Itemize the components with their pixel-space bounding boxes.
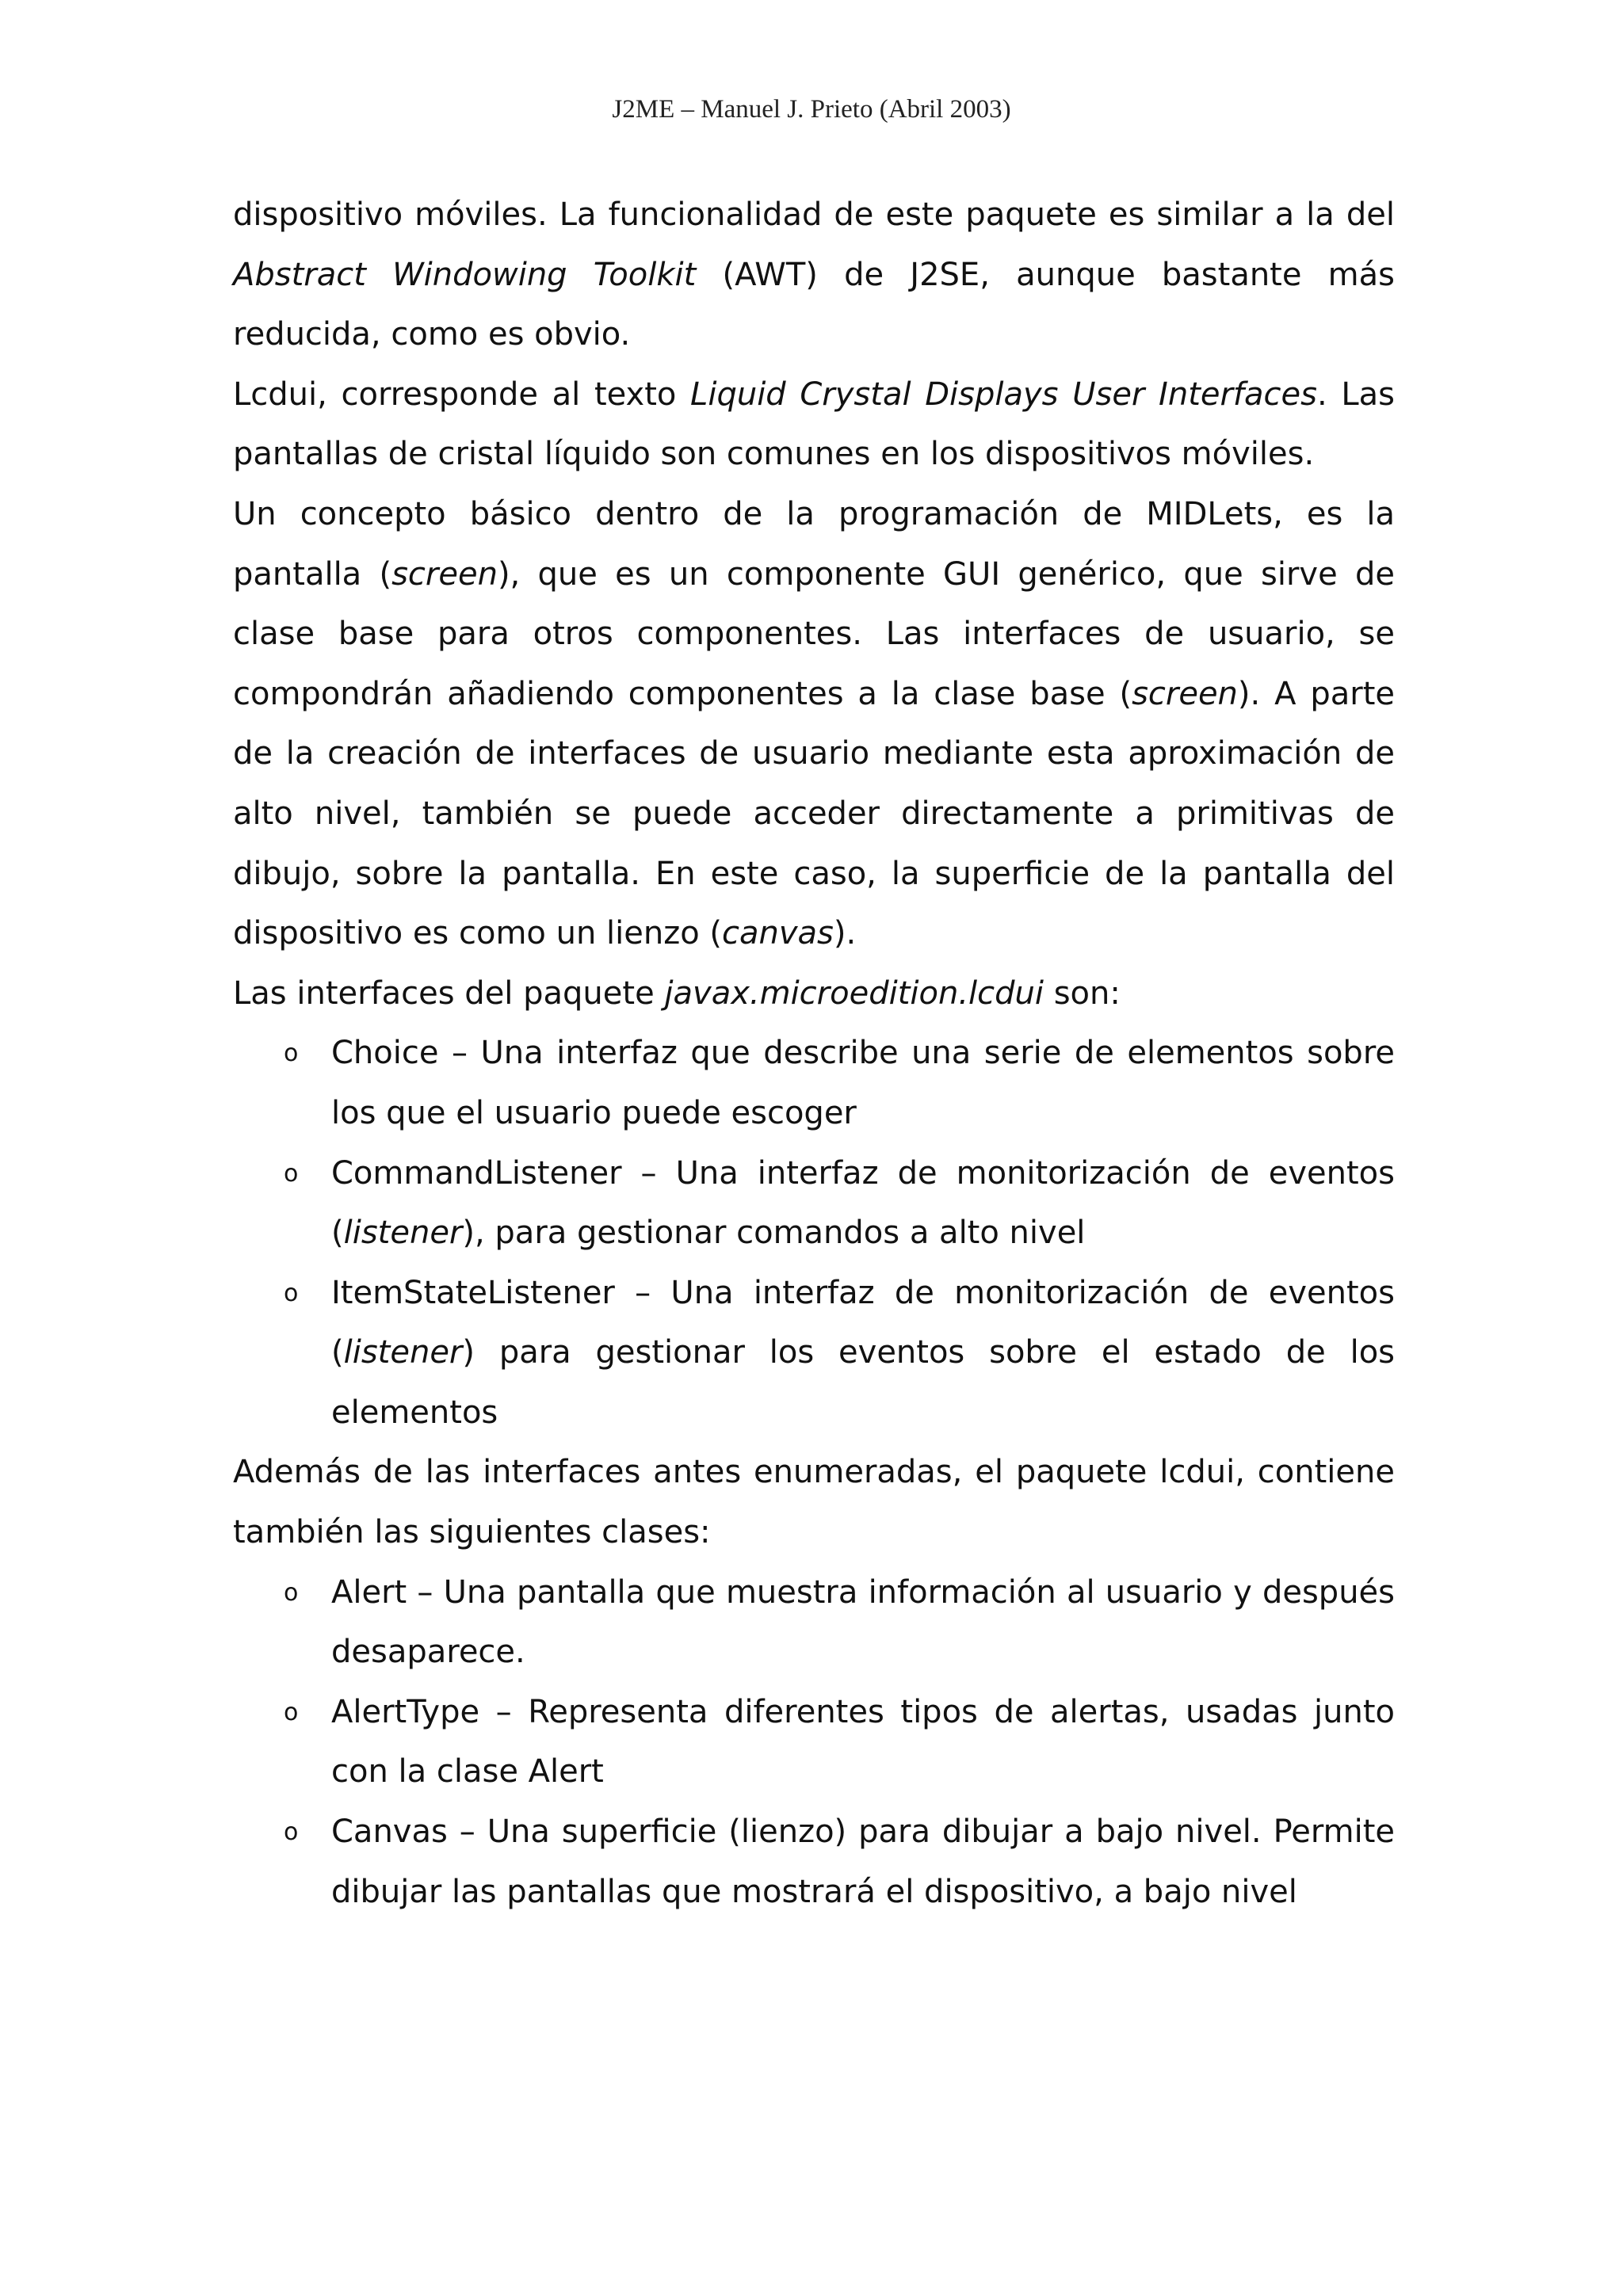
list-item-text-b: ), para gestionar comandos a alto nivel bbox=[462, 1215, 1086, 1252]
bullet-icon: o bbox=[284, 1818, 299, 1847]
lcdui-emphasis: Liquid Crystal Displays User Interfaces bbox=[690, 376, 1317, 413]
concept-emphasis-3: canvas bbox=[722, 915, 834, 952]
list-item-emphasis: listener bbox=[343, 1215, 463, 1252]
list-item-text-b: ) para gestionar los eventos sobre el estado de los elementos bbox=[331, 1334, 1395, 1431]
bullet-icon: o bbox=[284, 1698, 299, 1726]
list-item-text-a: ItemStateListener – Una interfaz de monitorización de eventos ( bbox=[331, 1274, 1395, 1371]
package-name: javax.microedition.lcdui bbox=[664, 974, 1044, 1012]
list-item-text: Canvas – Una superficie (lienzo) para dibujar a bajo nivel. Permite dibujar las pantallas que mostrará el dispositivo, a bajo nivel bbox=[331, 1814, 1395, 1910]
list-item-alerttype bbox=[233, 1683, 1395, 1802]
intro-text-2: (AWT) de J2SE, aunque bastante más reducida, como es obvio. bbox=[233, 256, 1395, 353]
list-item-text-a: CommandListener – Una interfaz de monitorización de eventos ( bbox=[331, 1154, 1395, 1252]
list-item-choice bbox=[233, 1024, 1395, 1143]
classes-list bbox=[233, 1563, 1395, 1923]
concept-emphasis-1: screen bbox=[391, 555, 498, 593]
concept-text-c: ). A parte de la creación de interfaces de usuario mediante esta aproximación de alto nivel, también se puede acceder directamente a primitivas de dibujo, sobre la pantalla. En este caso, la superficie de la pantalla del dispositivo es como un lienzo ( bbox=[233, 675, 1395, 952]
lcdui-text-1: Lcdui, corresponde al texto bbox=[233, 376, 691, 413]
concept-text-b: ), que es un componente GUI genérico, que sirve de clase base para otros componentes. Las interfaces de usuario, se compondrán añadiendo componentes a la clase base ( bbox=[233, 555, 1395, 712]
list-item-alert bbox=[233, 1563, 1395, 1683]
interfaces-intro-text-1: Las interfaces del paquete bbox=[233, 974, 665, 1012]
list-item-emphasis: listener bbox=[343, 1334, 463, 1371]
bullet-icon: o bbox=[284, 1039, 299, 1068]
interfaces-intro-text-2: son: bbox=[1044, 974, 1121, 1012]
list-item-text: AlertType – Representa diferentes tipos de alertas, usadas junto con la clase Alert bbox=[331, 1693, 1395, 1791]
list-item-text: Choice – Una interfaz que describe una serie de elementos sobre los que el usuario puede escoger bbox=[331, 1035, 1395, 1131]
list-item-text: Alert – Una pantalla que muestra información al usuario y después desaparece. bbox=[331, 1573, 1395, 1671]
concept-emphasis-2: screen bbox=[1132, 675, 1238, 712]
intro-text-1: dispositivo móviles. La funcionalidad de este paquete es similar a la del bbox=[233, 196, 1395, 233]
intro-paragraph bbox=[233, 185, 1395, 365]
bullet-icon: o bbox=[284, 1578, 299, 1607]
concept-text-d: ). bbox=[833, 915, 857, 952]
lcdui-text-2: . Las pantallas de cristal líquido son comunes en los dispositivos móviles. bbox=[233, 376, 1395, 473]
interfaces-intro bbox=[233, 964, 1395, 1024]
interfaces-list bbox=[233, 1024, 1395, 1443]
concept-paragraph bbox=[233, 485, 1395, 964]
page-header: J2ME – Manuel J. Prieto (Abril 2003) bbox=[612, 95, 1011, 124]
list-item-canvas bbox=[233, 1802, 1395, 1922]
lcdui-paragraph bbox=[233, 365, 1395, 485]
classes-intro: Además de las interfaces antes enumeradas, el paquete lcdui, contiene también las siguientes clases: bbox=[233, 1454, 1395, 1551]
document-body bbox=[233, 185, 1395, 1922]
concept-text-a: Un concepto básico dentro de la programación de MIDLets, es la pantalla ( bbox=[233, 495, 1395, 593]
list-item-itemstatelistener bbox=[233, 1264, 1395, 1444]
intro-emphasis: Abstract Windowing Toolkit bbox=[233, 256, 697, 293]
bullet-icon: o bbox=[284, 1279, 299, 1307]
bullet-icon: o bbox=[284, 1159, 299, 1188]
list-item-commandlistener bbox=[233, 1144, 1395, 1264]
